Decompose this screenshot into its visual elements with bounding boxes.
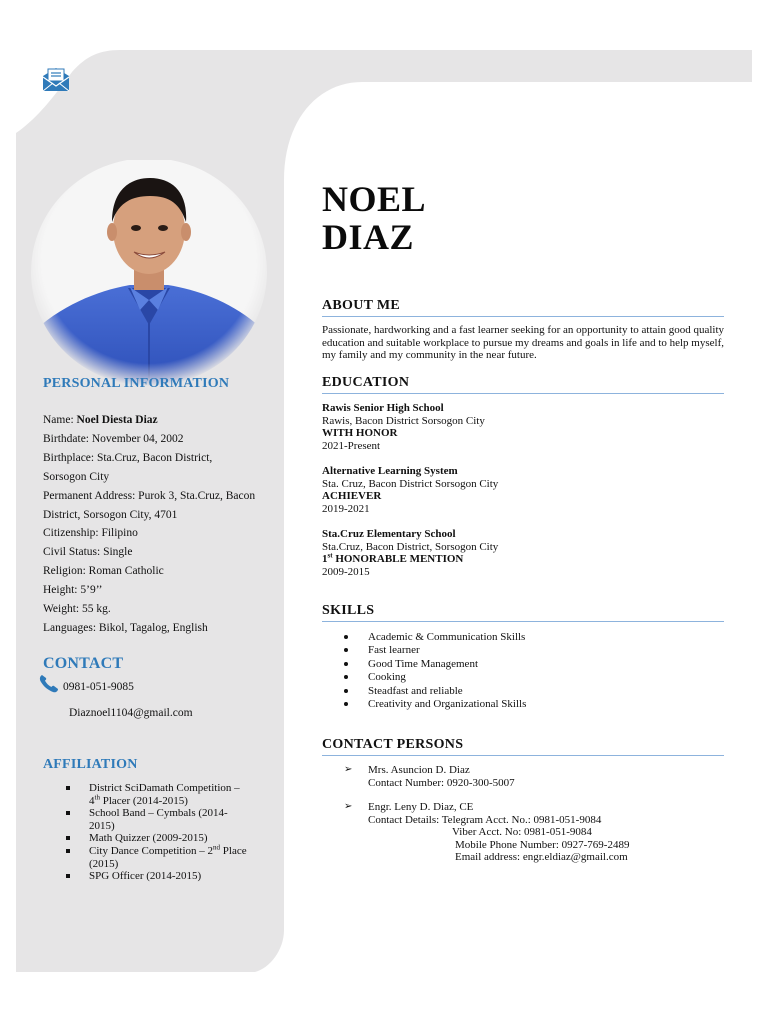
- education-entry: [322, 528, 722, 578]
- personal-information-heading: PERSONAL INFORMATION: [43, 376, 230, 391]
- contact-person-entry: [344, 764, 515, 789]
- contact-person-detail: Mobile Phone Number: 0927-769-2489: [455, 838, 630, 851]
- personal-height: Height: 5’9’’: [43, 584, 103, 597]
- school-honor: WITH HONOR: [322, 427, 398, 440]
- contact-person-name: Engr. Leny D. Diaz, CE: [368, 801, 474, 813]
- education-entry: [322, 465, 722, 515]
- contact-person-detail: Viber Acct. No: 0981-051-9084: [452, 826, 592, 839]
- skill-item: Good Time Management: [344, 658, 526, 671]
- affiliation-text-c: Place: [220, 844, 247, 857]
- contact-person-detail: Email address: engr.eldiaz@gmail.com: [455, 851, 628, 864]
- personal-civil-status: Civil Status: Single: [43, 546, 133, 559]
- school-name: Sta.Cruz Elementary School: [322, 528, 456, 540]
- personal-languages: Languages: Bikol, Tagalog, English: [43, 621, 208, 634]
- affiliation-text: SPG Officer (2014-2015): [89, 870, 202, 883]
- school-name: Alternative Learning System: [322, 465, 458, 477]
- personal-name: [43, 411, 278, 430]
- skills-list: [344, 631, 526, 711]
- place-suffix: th: [94, 792, 100, 801]
- skill-item: Steadfast and reliable: [344, 685, 526, 698]
- skill-item: Creativity and Organizational Skills: [344, 698, 526, 711]
- contact-person-detail: Contact Details: Telegram Acct. No.: 0981-051-9084: [368, 813, 602, 826]
- about-me-heading: ABOUT ME: [322, 298, 724, 317]
- personal-birthplace: Birthplace: Sta.Cruz, Bacon District,: [43, 451, 213, 464]
- school-address: Rawis, Bacon District Sorsogon City: [322, 414, 485, 427]
- last-name: DIAZ: [322, 217, 415, 257]
- place-text: Placer (2014-2015): [99, 794, 188, 807]
- affiliation-text-cont: (2015): [89, 857, 119, 870]
- honor-suffix: st: [327, 551, 333, 560]
- affiliation-list: [66, 782, 266, 883]
- place-number: 4: [89, 794, 95, 807]
- profile-photo: [30, 160, 268, 388]
- school-address: Sta. Cruz, Bacon District Sorsogon City: [322, 477, 499, 490]
- personal-religion: Religion: Roman Catholic: [43, 565, 164, 578]
- name-value: Noel Diesta Diaz: [76, 414, 158, 426]
- personal-weight: Weight: 55 kg.: [43, 603, 111, 616]
- affiliation-item: [66, 807, 266, 832]
- personal-birthplace-cont: Sorsogon City: [43, 470, 110, 483]
- affiliation-text: Math Quizzer (2009-2015): [89, 832, 208, 845]
- about-me-text: Passionate, hardworking and a fast learner seeking for an opportunity to attain good quality education and suitable workplace to pursue my dreams and goals in life and to help myself, my family and my community in the near future.: [322, 324, 725, 362]
- education-entry: [322, 402, 722, 452]
- affiliation-text-cont: [89, 792, 266, 808]
- contact-person-name: Mrs. Asuncion D. Diaz: [368, 764, 470, 776]
- contact-person-entry: [344, 801, 629, 864]
- contact-heading: CONTACT: [43, 655, 124, 672]
- contact-persons-heading: CONTACT PERSONS: [322, 737, 724, 756]
- contact-email: Diaznoel1104@gmail.com: [69, 707, 193, 719]
- skills-heading: SKILLS: [322, 603, 724, 622]
- school-honor: ACHIEVER: [322, 490, 382, 503]
- affiliation-item: [66, 832, 266, 845]
- school-name: Rawis Senior High School: [322, 402, 444, 414]
- honor-number: 1: [322, 553, 328, 566]
- personal-citizenship: Citizenship: Filipino: [43, 527, 138, 540]
- mail-icon: [42, 66, 70, 92]
- affiliation-text: District SciDamath Competition –: [89, 782, 240, 794]
- personal-information-list: [43, 411, 278, 638]
- personal-address: Permanent Address: Purok 3, Sta.Cruz, Bacon: [43, 489, 256, 502]
- phone-icon: [38, 673, 60, 693]
- name-label: Name:: [43, 414, 77, 426]
- arrow-bullet-icon: ➢: [344, 801, 353, 812]
- arrow-bullet-icon: ➢: [344, 764, 353, 775]
- school-years: 2019-2021: [322, 502, 370, 515]
- affiliation-text: School Band – Cymbals (2014-: [89, 807, 228, 820]
- contact-person-detail: Contact Number: 0920-300-5007: [368, 776, 515, 789]
- school-address: Sta.Cruz, Bacon District, Sorsogon City: [322, 540, 499, 553]
- school-years: 2021-Present: [322, 439, 381, 452]
- skill-item: Cooking: [344, 671, 526, 684]
- personal-birthdate: Birthdate: November 04, 2002: [43, 432, 184, 445]
- affiliation-text: [89, 845, 266, 858]
- affiliation-heading: AFFILIATION: [43, 757, 138, 772]
- place-suffix: nd: [213, 843, 221, 852]
- contact-phone: 0981-051-9085: [63, 681, 134, 693]
- affiliation-text-a: City Dance Competition – 2: [89, 844, 214, 857]
- affiliation-item: [66, 782, 266, 807]
- skill-item: Fast learner: [344, 644, 526, 657]
- skill-item: Academic & Communication Skills: [344, 631, 526, 644]
- school-years: 2009-2015: [322, 565, 370, 578]
- affiliation-text-cont: 2015): [89, 819, 115, 832]
- full-name-heading: [322, 180, 426, 256]
- affiliation-item: [66, 870, 266, 883]
- honor-text: HONORABLE MENTION: [332, 553, 464, 566]
- education-heading: EDUCATION: [322, 375, 724, 394]
- affiliation-item: [66, 845, 266, 870]
- school-honor: [322, 553, 463, 565]
- first-name: NOEL: [322, 179, 427, 219]
- personal-address-cont: District, Sorsogon City, 4701: [43, 508, 178, 521]
